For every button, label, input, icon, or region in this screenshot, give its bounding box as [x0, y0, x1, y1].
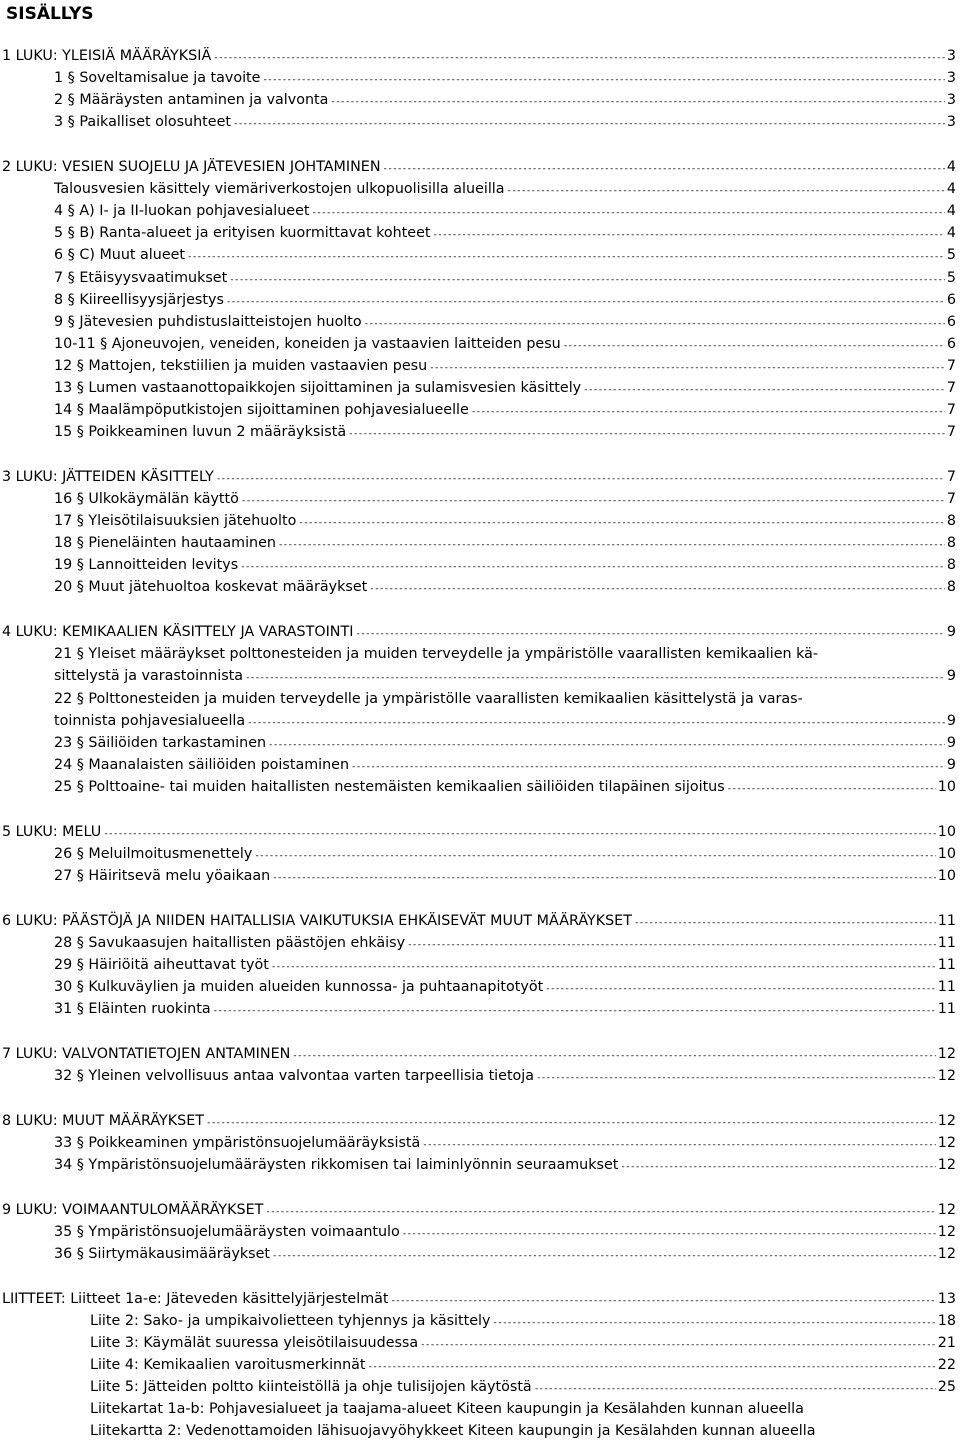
- dot-leader: [369, 578, 945, 600]
- toc-entry-title: 29 § Häiriöitä aiheuttavat työt: [54, 956, 269, 973]
- toc-entry-title: 7 LUKU: VALVONTATIETOJEN ANTAMINEN: [2, 1045, 291, 1062]
- toc-entry-row: [0, 998, 960, 1020]
- dot-leader: [391, 1290, 936, 1312]
- toc-page-number: 10: [937, 867, 956, 884]
- toc-chapter-row: [0, 821, 960, 843]
- toc-entry-row: [0, 932, 960, 954]
- toc-entry-title: 36 § Siirtymäkausimääräykset: [54, 1245, 271, 1262]
- dot-leader: [233, 113, 945, 135]
- dot-leader: [536, 1067, 936, 1089]
- toc-entry-title: 9 LUKU: VOIMAANTULOMÄÄRÄYKSET: [2, 1201, 264, 1218]
- dot-leader: [368, 1356, 936, 1378]
- toc-page-number: 18: [937, 1312, 956, 1329]
- toc-page-number: 22: [937, 1356, 956, 1373]
- dot-leader: [187, 246, 945, 268]
- toc-entry-title: 32 § Yleinen velvollisuus antaa valvontaa varten tarpeellisia tietoja: [54, 1067, 535, 1084]
- dot-leader: [245, 667, 945, 689]
- dot-leader: [213, 1000, 936, 1022]
- toc-page-number: 7: [946, 424, 956, 441]
- toc-entry-title: 28 § Savukaasujen haitallisten päästöjen ehkäisy: [54, 934, 406, 951]
- dot-leader: [563, 335, 945, 357]
- toc-page-number: 9: [946, 734, 956, 751]
- toc-entry-title: 2 § Määräysten antaminen ja valvonta: [54, 92, 329, 109]
- dot-leader: [206, 1112, 936, 1134]
- toc-entry-row: [0, 865, 960, 887]
- toc-entry-title: Liite 4: Kemikaalien varoitusmerkinnät: [90, 1356, 366, 1373]
- toc-entry-title: 6 § C) Muut alueet: [54, 247, 186, 264]
- dot-leader: [298, 512, 945, 534]
- toc-entry-title: 10-11 § Ajoneuvojen, veneiden, koneiden ja vastaavien laitteiden pesu: [54, 335, 561, 352]
- toc-entry-row: [0, 776, 960, 798]
- toc-entry-row: [0, 421, 960, 443]
- toc-entry-row: [0, 1065, 960, 1087]
- toc-page-number: 10: [937, 823, 956, 840]
- toc-entry-row: [0, 200, 960, 222]
- dot-leader: [103, 823, 936, 845]
- toc-page-number: 8: [946, 557, 956, 574]
- dot-leader: [355, 623, 944, 645]
- toc-entry-title: 31 § Eläinten ruokinta: [54, 1001, 211, 1017]
- dot-leader: [213, 47, 945, 69]
- toc-entry-title: 26 § Meluilmoitusmenettely: [54, 845, 253, 862]
- dot-leader: [402, 1223, 936, 1245]
- toc-entry-title: 4 § A) I- ja II-luokan pohjavesialueet: [54, 203, 310, 220]
- toc-page-number: 3: [946, 70, 956, 87]
- toc-entry-title: 27 § Häiritsevä melu yöaikaan: [54, 867, 271, 884]
- dot-leader: [429, 357, 945, 379]
- dot-leader: [254, 845, 935, 867]
- dot-leader: [351, 756, 945, 778]
- toc-entry-title: 15 § Poikkeaminen luvun 2 määräyksistä: [54, 424, 347, 441]
- toc-entry-title: 17 § Yleisötilaisuuksien jätehuolto: [54, 513, 297, 530]
- dot-leader: [420, 1334, 936, 1356]
- dot-leader: [620, 1156, 935, 1178]
- toc-page-number: 3: [946, 92, 956, 109]
- toc-page-number: 3: [946, 48, 956, 64]
- toc-page-number: 8: [946, 513, 956, 530]
- toc-entry-title: Liite 5: Jätteiden poltto kiinteistöllä ja ohje tulisijojen käytöstä: [90, 1378, 532, 1395]
- toc-appendix-row: [0, 1420, 960, 1442]
- toc-chapter-row: [0, 910, 960, 932]
- toc-page-number: 6: [946, 313, 956, 330]
- toc-entry-title: 5 LUKU: MELU: [2, 823, 102, 840]
- toc-entry-row: [0, 1132, 960, 1154]
- toc-appendix-row: [0, 1398, 960, 1420]
- toc-page-number: 11: [937, 1001, 956, 1017]
- toc-entry-row: [0, 576, 960, 598]
- toc-page-number: 5: [946, 269, 956, 286]
- toc-chapter-row: [0, 1110, 960, 1132]
- toc-entry-row: [0, 222, 960, 244]
- toc-entry-title: 1 § Soveltamisalue ja tavoite: [54, 70, 261, 87]
- toc-page-number: 10: [937, 845, 956, 862]
- toc-page-number: 12: [937, 1156, 956, 1173]
- toc-entry-row: [0, 1243, 960, 1265]
- dot-leader: [216, 468, 945, 490]
- toc-entry-row: [0, 976, 960, 998]
- toc-appendix-row: [0, 1376, 960, 1398]
- toc-entry-title: 23 § Säiliöiden tarkastaminen: [54, 734, 267, 751]
- dot-leader: [330, 91, 944, 113]
- toc-page-number: 25: [937, 1378, 956, 1395]
- toc-entry-title: 24 § Maanalaisten säiliöiden poistaminen: [54, 756, 350, 773]
- toc-entry-title: 33 § Poikkeaminen ympäristönsuojelumääräyksistä: [54, 1134, 421, 1151]
- dot-leader: [471, 401, 945, 423]
- toc-page-number: 6: [946, 335, 956, 352]
- dot-leader: [226, 291, 945, 313]
- toc-page-number: 5: [946, 247, 956, 264]
- toc-page-number: 9: [946, 712, 956, 729]
- toc-page-number: 8: [946, 535, 956, 552]
- toc-entry-title: 30 § Kulkuväylien ja muiden alueiden kunnossa- ja puhtaanapitotyöt: [54, 978, 544, 995]
- dot-leader: [407, 934, 936, 956]
- toc-appendix-row: [0, 1310, 960, 1332]
- toc-entry-row: [0, 67, 960, 89]
- toc-entry-title: 25 § Polttoaine- tai muiden haitallisten nestemäisten kemikaalien säiliöiden tilapäinen sijoitus: [54, 778, 725, 795]
- dot-leader: [292, 1045, 936, 1067]
- toc-entry-row: [0, 532, 960, 554]
- toc-page-number: 21: [937, 1334, 956, 1351]
- toc-entry-title: 4 LUKU: KEMIKAALIEN KÄSITTELY JA VARASTOINTI: [2, 624, 354, 641]
- toc-page-number: 12: [937, 1134, 956, 1151]
- toc-page-number: 11: [937, 934, 956, 951]
- dot-leader: [432, 224, 944, 246]
- toc-entry-row: [0, 1221, 960, 1243]
- dot-leader: [247, 712, 945, 734]
- toc-entry-title: Liite 2: Sako- ja umpikaivolietteen tyhjennys ja käsittely: [90, 1312, 491, 1329]
- toc-entry-title: 8 § Kiireellisyysjärjestys: [54, 291, 224, 308]
- toc-entry-row: [0, 554, 960, 576]
- toc-entry-title: 9 § Jätevesien puhdistuslaitteistojen huolto: [54, 313, 362, 330]
- toc-entry-title: Liitekartat 1a-b: Pohjavesialueet ja taajama-alueet Kiteen kaupungin ja Kesälahden kunnan alueella: [90, 1401, 804, 1418]
- toc-page-number: 10: [937, 778, 956, 795]
- toc-entry-row: [0, 732, 960, 754]
- toc-entry-row: [0, 488, 960, 510]
- toc-entry-row: [0, 377, 960, 399]
- toc-entry-title: Liite 3: Käymälät suuressa yleisötilaisuudessa: [90, 1334, 419, 1351]
- toc-page-number: 12: [937, 1245, 956, 1262]
- toc-page-number: 6: [946, 291, 956, 308]
- dot-leader: [278, 534, 945, 556]
- toc-entry-title: 13 § Lumen vastaanottopaikkojen sijoittaminen ja sulamisvesien käsittely: [54, 380, 582, 396]
- toc-entry-title: 6 LUKU: PÄÄSTÖJÄ JA NIIDEN HAITALLISIA VAIKUTUKSIA EHKÄISEVÄT MUUT MÄÄRÄYKSET: [2, 912, 632, 929]
- dot-leader: [727, 778, 936, 800]
- toc-entry-title: 18 § Pieneläinten hautaaminen: [54, 535, 276, 552]
- dot-leader: [268, 734, 945, 756]
- toc-page-number: 7: [946, 402, 956, 419]
- dot-leader: [583, 379, 945, 401]
- toc-page-number: 8: [946, 579, 956, 596]
- toc-page-number: 9: [946, 668, 956, 685]
- toc-entry-title: 8 LUKU: MUUT MÄÄRÄYKSET: [2, 1112, 204, 1129]
- dot-leader: [271, 956, 936, 978]
- toc-entry-title: 21 § Yleiset määräykset polttonesteiden ja muiden terveydelle ja ympäristölle vaarallisten kemikaalien kä-: [54, 646, 819, 663]
- toc-page-number: 12: [937, 1201, 956, 1218]
- toc-page-number: 9: [946, 624, 956, 641]
- toc-entry-title: 1 LUKU: YLEISIÄ MÄÄRÄYKSIÄ: [2, 48, 212, 64]
- toc-page-number: 11: [937, 912, 956, 929]
- toc-page-number: 4: [946, 181, 956, 198]
- toc-page-number: 7: [946, 491, 956, 508]
- dot-leader: [545, 978, 936, 1000]
- toc-page-number: 12: [937, 1067, 956, 1084]
- toc-page-number: 12: [937, 1223, 956, 1240]
- dot-leader: [492, 1312, 935, 1334]
- dot-leader: [240, 556, 945, 578]
- toc-entry-row: [0, 311, 960, 333]
- toc-entry-title: 12 § Mattojen, tekstiilien ja muiden vastaavien pesu: [54, 357, 428, 374]
- toc-entry-title: 22 § Polttonesteiden ja muiden terveydelle ja ympäristölle vaarallisten kemikaalien käsittelystä ja varas-: [54, 690, 803, 707]
- dot-leader: [534, 1378, 936, 1400]
- toc-chapter-row: [0, 466, 960, 488]
- toc-page-number: 9: [946, 756, 956, 773]
- dot-leader: [241, 490, 945, 512]
- toc-page-number: 4: [946, 225, 956, 242]
- toc-page-number: 11: [937, 956, 956, 973]
- toc-entry-title: 7 § Etäisyysvaatimukset: [54, 269, 228, 286]
- toc-entry-title: 16 § Ulkokäymälän käyttö: [54, 491, 239, 508]
- dot-leader: [383, 158, 945, 180]
- toc-entry-title: 3 LUKU: JÄTTEIDEN KÄSITTELY: [2, 468, 214, 485]
- toc-page-number: 12: [937, 1112, 956, 1129]
- toc-entry-row: [0, 289, 960, 311]
- toc-page-number: 7: [946, 357, 956, 374]
- toc-chapter-row: [0, 621, 960, 643]
- toc-appendix-row: [0, 1332, 960, 1354]
- toc-entry-row: [0, 244, 960, 266]
- dot-leader: [272, 867, 936, 889]
- dot-leader: [265, 1201, 935, 1223]
- toc-entry-title: 14 § Maalämpöputkistojen sijoittaminen pohjavesialueelle: [54, 402, 469, 419]
- toc-entry-row: [0, 355, 960, 377]
- toc-entry-title: Talousvesien käsittely viemäriverkostojen ulkopuolisilla alueilla: [54, 181, 505, 198]
- toc-page-number: 4: [946, 159, 956, 176]
- dot-leader: [312, 202, 945, 224]
- toc-appendix-row: [0, 1288, 960, 1310]
- toc-entry-title: toinnista pohjavesialueella: [54, 712, 246, 729]
- toc-entry-title: 2 LUKU: VESIEN SUOJELU JA JÄTEVESIEN JOHTAMINEN: [2, 159, 381, 176]
- toc-entry-title: 20 § Muut jätehuoltoa koskevat määräykset: [54, 579, 368, 596]
- dot-leader: [634, 912, 936, 934]
- toc-entry-row: [0, 267, 960, 289]
- toc-entry-title: 35 § Ympäristönsuojelumääräysten voimaantulo: [54, 1223, 400, 1240]
- toc-page-number: 11: [937, 978, 956, 995]
- toc-page-number: 13: [937, 1290, 956, 1307]
- toc-entry-row: [0, 665, 960, 687]
- dot-leader: [262, 69, 944, 91]
- toc-entry-row: [0, 643, 960, 665]
- toc-page-number: 4: [946, 203, 956, 220]
- toc-page-number: 7: [946, 468, 956, 485]
- dot-leader: [272, 1245, 936, 1267]
- table-of-contents: [0, 45, 960, 1442]
- dot-leader: [422, 1134, 936, 1156]
- toc-entry-row: [0, 710, 960, 732]
- toc-entry-row: [0, 688, 960, 710]
- toc-entry-title: 3 § Paikalliset olosuhteet: [54, 114, 231, 131]
- toc-page-number: 3: [946, 114, 956, 131]
- toc-entry-row: [0, 399, 960, 421]
- toc-entry-title: 5 § B) Ranta-alueet ja erityisen kuormittavat kohteet: [54, 225, 431, 242]
- page-title: SISÄLLYS: [6, 4, 94, 24]
- toc-chapter-row: [0, 45, 960, 67]
- toc-chapter-row: [0, 1043, 960, 1065]
- toc-entry-row: [0, 843, 960, 865]
- toc-entry-row: [0, 111, 960, 133]
- toc-entry-title: sittelystä ja varastoinnista: [54, 668, 244, 685]
- toc-chapter-row: [0, 1199, 960, 1221]
- toc-entry-title: 19 § Lannoitteiden levitys: [54, 557, 239, 574]
- dot-leader: [348, 423, 945, 445]
- toc-entry-row: [0, 754, 960, 776]
- toc-entry-row: [0, 954, 960, 976]
- toc-entry-title: 34 § Ympäristönsuojelumääräysten rikkomisen tai laiminlyönnin seuraamukset: [54, 1156, 619, 1173]
- toc-page-number: 7: [946, 380, 956, 396]
- toc-page-number: 12: [937, 1045, 956, 1062]
- toc-entry-title: LIITTEET: Liitteet 1a-e: Jäteveden käsittelyjärjestelmät: [2, 1290, 389, 1307]
- dot-leader: [364, 313, 945, 335]
- toc-entry-row: [0, 89, 960, 111]
- dot-leader: [229, 269, 945, 291]
- toc-entry-row: [0, 1154, 960, 1176]
- toc-entry-row: [0, 178, 960, 200]
- toc-entry-row: [0, 510, 960, 532]
- toc-appendix-row: [0, 1354, 960, 1376]
- toc-entry-row: [0, 333, 960, 355]
- toc-chapter-row: [0, 156, 960, 178]
- toc-entry-title: Liitekartta 2: Vedenottamoiden lähisuojavyöhykkeet Kiteen kaupungin ja Kesälahden kunnan alueella: [90, 1423, 816, 1440]
- dot-leader: [507, 180, 945, 202]
